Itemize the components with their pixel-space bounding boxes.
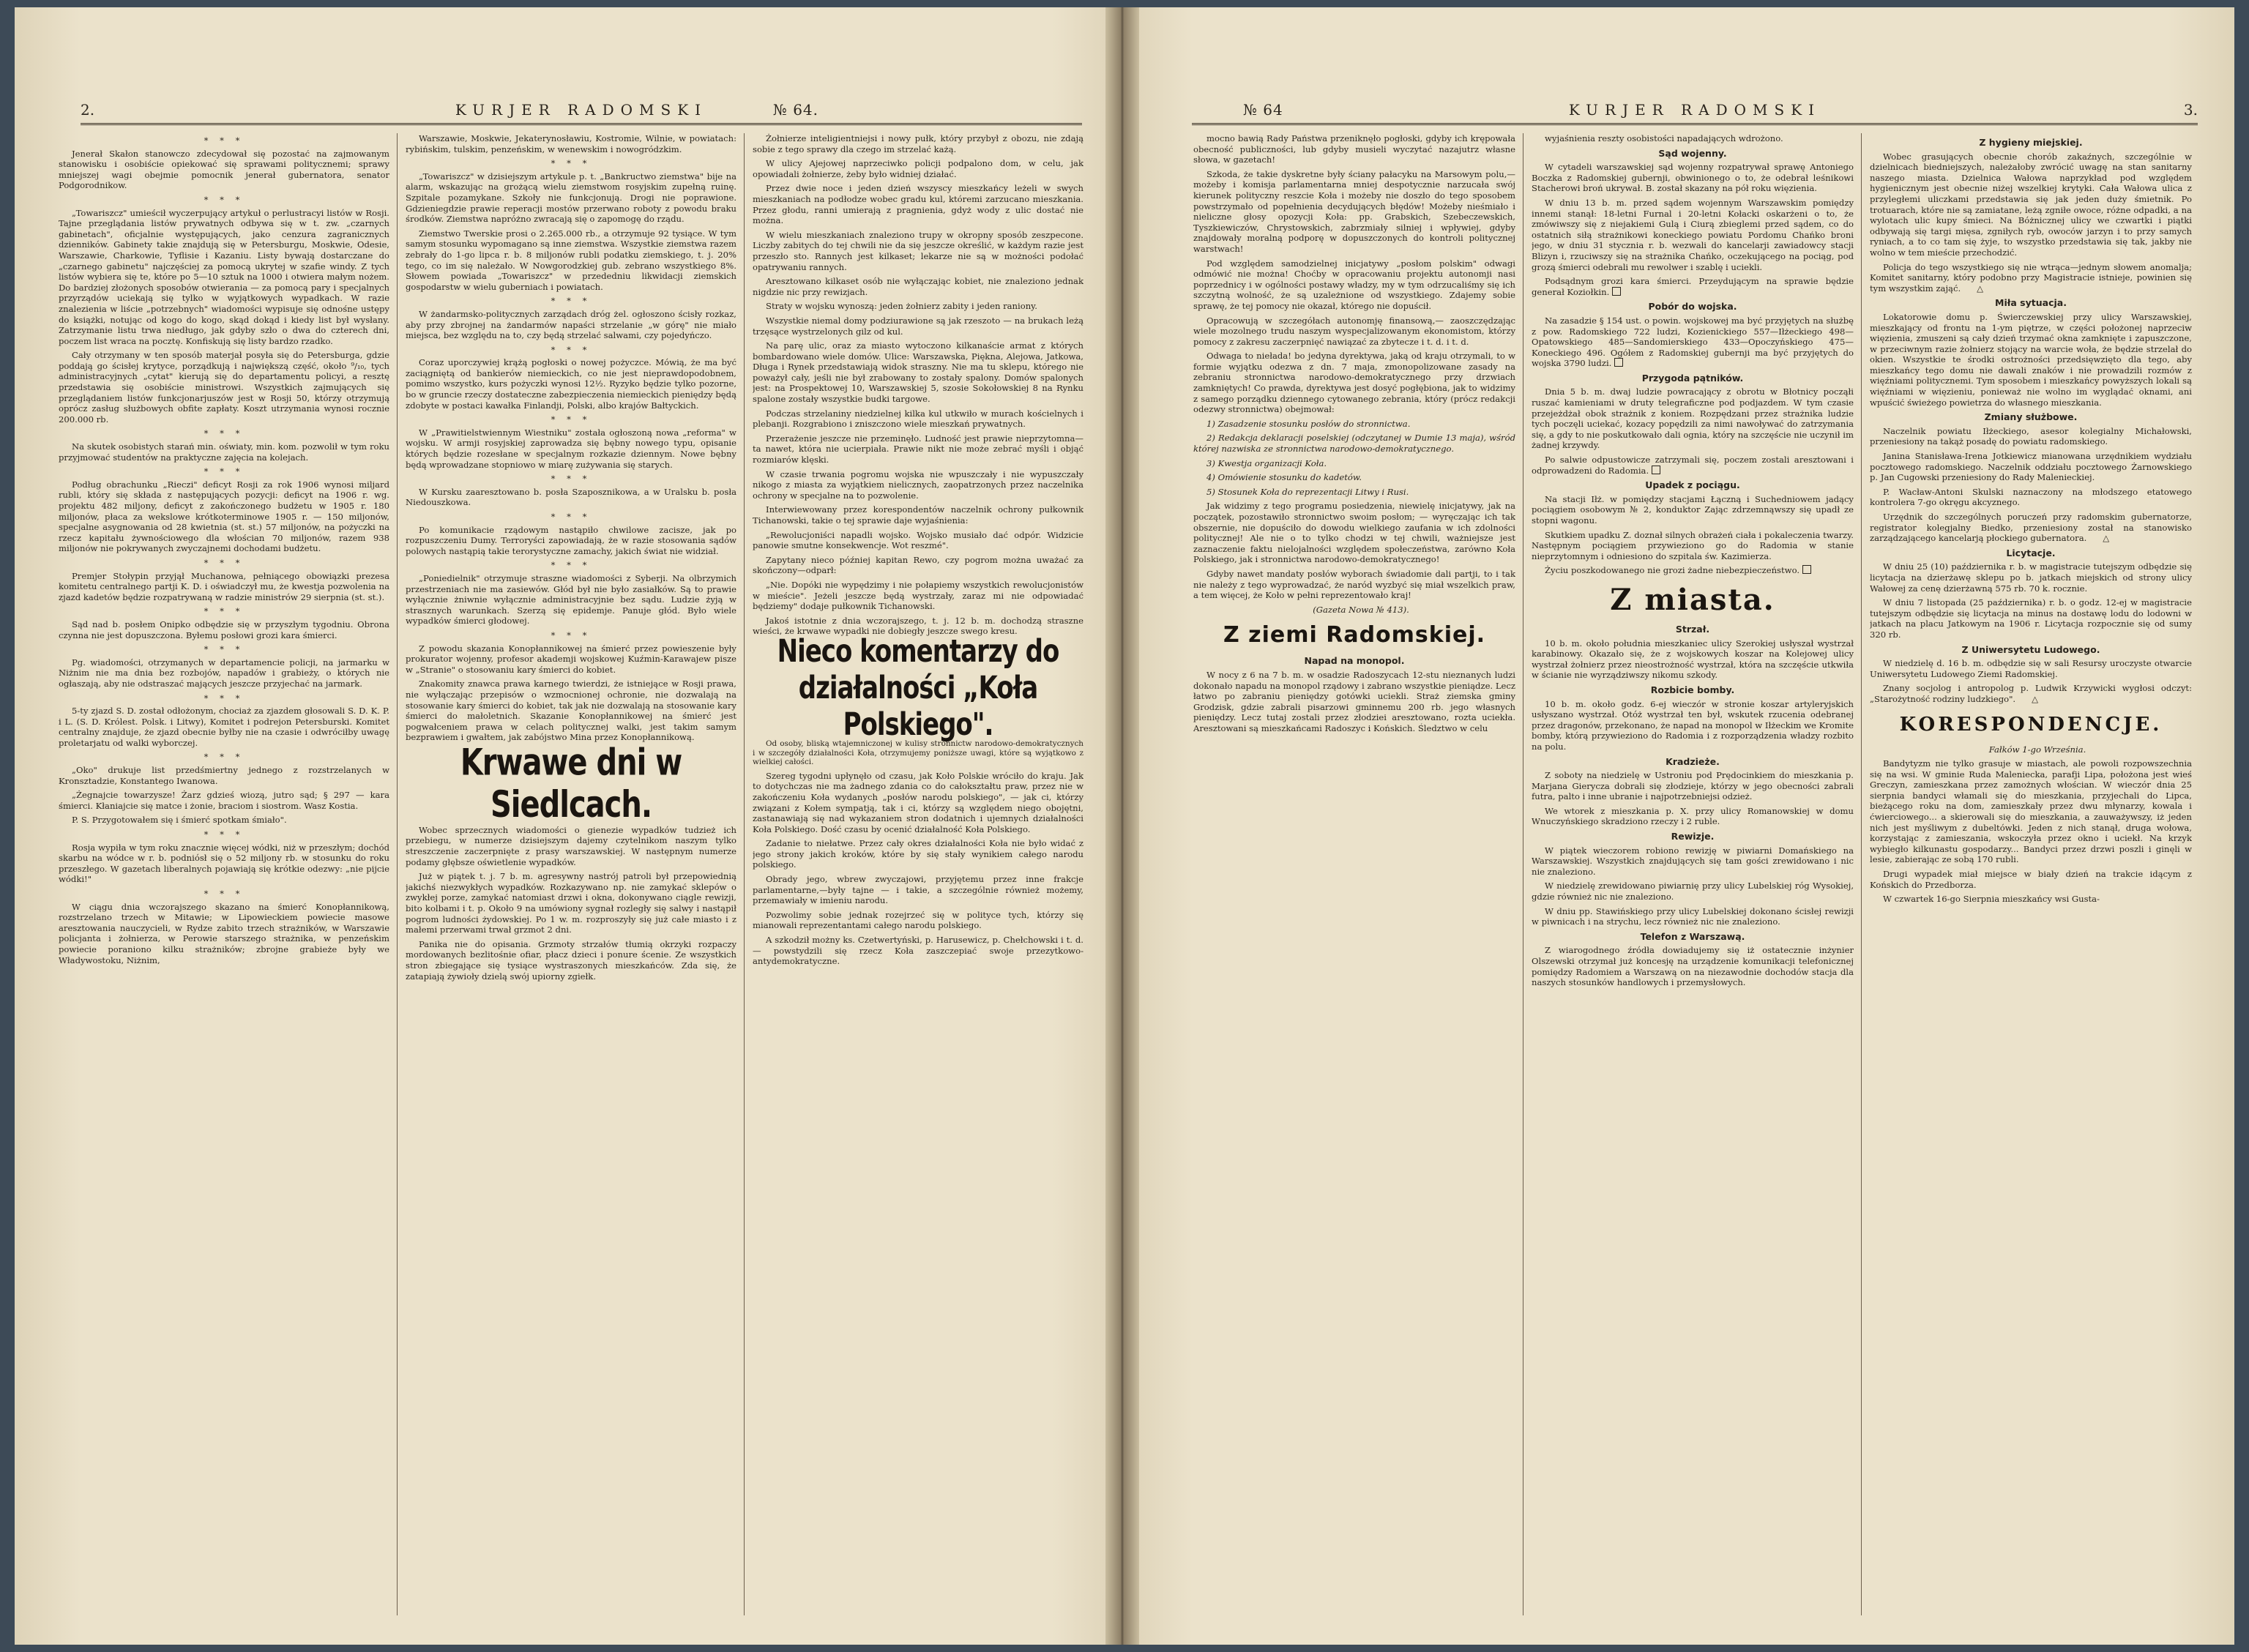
article-text: Życiu poszkodowanego nie grozi żadne niebezpieczeństwo.	[1545, 565, 1800, 576]
article-paragraph: Jak widzimy z tego programu posiedzenia, niewielę inicjatywy, jak na początek, pozostawiło stronnictwo swoim posłom; — wyręczając ich tak obszernie, nie dopuściło do dowodu wielkiego zaufania w ich zdolności politycznej! Ale nie o to tylko chodzi w tej chwili, ważniejsze jest zaznaczenie faktu nielojalności względem społeczeństwa, zarówno Koła Polskiego, jak i stronnictwa narodowo-demokratycznego!	[1193, 501, 1515, 565]
article-paragraph: Obrady jego, wbrew zwyczajowi, przyjętemu przez inne frakcje parlamentarne,—były tajne — i takie, a szczególnie również możemy, przemawiały w imieniu narodu.	[753, 874, 1084, 906]
right-column-1	[1193, 133, 1515, 1615]
article-paragraph: Gdyby nawet mandaty posłów wyborach świadomie dali partji, to i tak nie należy z tego wyprowadzać, że naród wyzbyć się miał wszelkich praw, a tem więcej, że Koło w pełni reprezentowało kraj!	[1193, 568, 1515, 601]
article-paragraph: 10 b. m. około południa mieszkaniec ulicy Szerokiej usłyszał wystrzał karabinowy. Okazało się, że z wojskowych koszar na Kolejowej ulicy wystrzał żołnierz przez nieostrożność wystrzał, która na szczęście utkwiła w ścianie nie wyrządziwszy nikomu szkody.	[1532, 638, 1854, 681]
article-list-item: 2) Redakcja deklaracji poselskiej (odczytanej w Dumie 13 maja), wśród której nazwiska ze stronnictwa narodowo-demokratycznego.	[1193, 433, 1515, 455]
triangle-mark-icon: △	[2103, 533, 2110, 544]
article-paragraph: „Nie. Dopóki nie wypędzimy i nie połapiemy wszystkich rewolucjonistów w mieście". Jeżeli jeszcze będą wystrzały, zaraz mi nie odpowiadać będziemy" dodaje pułkownik Tichanowski.	[753, 579, 1084, 612]
source-citation: (Gazeta Nowa № 413).	[1313, 604, 1409, 615]
article-paragraph: „Towariszcz" umieścił wyczerpujący artykuł o perlustracyi listów w Rosji. Tajne przeglądania listów prywatnych odbywa się w t. zw. „czarnych gabinetach", oficjalnie występujących, jako cenzura zagranicznych dzienników. Gabinety takie znajdują się w Petersburgu, Moskwie, Odesie, Warszawie, Charkowie, Tyflisie i Kazaniu. Listy bywają dostarczane do „czarnego gabinetu" najczęściej za pomocą ukrytej w szafie windy. Z tych listów wybiera się te, które po 5—10 sztuk na 1000 i otwiera małym nożem. Do bardziej złożonych sposobów otwierania — za pomocą pary i specjalnych przyrządów uciekają się tylko w wyjątkowych wypadkach. W razie znalezienia w liście „potrzebnych" wiadomości wypisuje się odnośne ustępy do książki, notując od kogo do kogo, skąd dokąd i kiedy list był wysłany. Zatrzymanie listu trwa niedługo, jak gdyby szło o dwa do czterech dni, poczem list wraca na pocztę. Konfiskują się listy bardzo rzadko.	[59, 207, 389, 346]
article-paragraph: „Towariszcz" w dzisiejszym artykule p. t. „Bankructwo ziemstwa" bije na alarm, wskazując na grożącą wielu ziemstwom rosyjskim zupełną ruinę. Szpitale pozamykane. Szkoły nie funkcjonują. Drogi nie poprawione. Gdzieniegdzie prawie reperacji mostów przerwano roboty z powodu braku środków. Ziemstwa napróżno zwracają się o zapomogę do rządu.	[406, 171, 736, 225]
subheading-licytacje: Licytacje.	[2006, 547, 2056, 558]
article-paragraph: W niedzielę zrewidowano piwiarnię przy ulicy Lubelskiej róg Wysokiej, gdzie również nic nie znaleziono.	[1532, 881, 1854, 902]
subheading-rozbicie: Rozbicie bomby.	[1650, 684, 1735, 695]
article-paragraph: Straty w wojsku wynoszą: jeden żołnierz zabity i jeden raniony.	[766, 301, 1037, 312]
triangle-mark-icon: △	[2032, 693, 2039, 704]
article-paragraph	[1870, 683, 2192, 704]
article-paragraph: Ziemstwo Twerskie prosi o 2.265.000 rb., a otrzymuje 92 tysiące. W tym samym stosunku wypomagano są inne ziemstwa. Wszystkie ziemstwa razem zebrały do 1-go lipca r. b. 8 miljonów rubli podatku ziemskiego, t. j. 20% tego, co im się należało. W Nowgorodzkiej gub. zebrano wszystkiego 8%. Słowem powiada „Towariszcz" w przededniu likwidacji ziemskich gospodarstw w wielu guberniach i powiatach.	[406, 228, 736, 292]
article-paragraph: Coraz uporczywiej krążą pogłoski o nowej pożyczce. Mówią, że ma być zaciągniętą od bankierów niemieckich, co nie jest nieprawdopodobnem, pomimo wszystko, kurs pożyczki wynosi 12½. Ryzyko będzie tylko pozorne, bo w gruncie rzeczy dostateczne zabezpieczenia niemieckich pieniędzy będą zdobyte w postaci kawałka Finlandji, Polski, albo krajów Bałtyckich.	[406, 357, 736, 411]
article-paragraph: P. S. Przygotowałem się i śmierć spotkam śmiało".	[72, 815, 287, 826]
article-paragraph: „Rewolucjoniści napadli wojsko. Wojsko musiało dać odpór. Widzicie panowie smutne konsekwencje. Wot reszmé".	[753, 529, 1084, 551]
end-mark-icon	[1652, 466, 1660, 474]
article-paragraph: Skutkiem upadku Z. doznał silnych obrażeń ciała i pokaleczenia twarzy. Następnym pociągiem przywieziono go do Radomia w stanie nieprzytomnym i odniesiono do szpitala św. Kazimierza.	[1532, 529, 1854, 561]
subheading-zmiany: Zmiany służbowe.	[1984, 411, 2078, 423]
article-paragraph: 5-ty zjazd S. D. został odłożonym, chociaż za zjazdem głosowali S. D. K. P. i L. (S. D. Królest. Polsk. i Litwy), Komitet i podrejon Petersburski. Komitet centralny znajduje, że zjazd obecnie byłby nie na czasie i odwróciłby uwagę proletarjatu od walki wyborczej.	[59, 706, 389, 748]
article-paragraph: W wielu mieszkaniach znaleziono trupy w okropny sposób zeszpecone. Liczby zabitych do tej chwili nie da się jeszcze określić, w każdym razie jest przeszło sto. Rannych jest kilkaset; lekarze nie są w możności podołać opatrywaniu rannych.	[753, 229, 1084, 272]
article-paragraph: W czasie trwania pogromu wojska nie wpuszczały i nie wypuszczały nikogo z miasta za wyjątkiem nielicznych, zaopatrzonych przez naczelnika ochrony w specjalne na to pozwolenie.	[753, 468, 1084, 501]
right-header-rule	[1192, 123, 2198, 125]
subheading-strzal: Strzał.	[1675, 623, 1710, 635]
section-separator: * * *	[551, 560, 592, 571]
article-paragraph: Z powodu skazania Konopłannikowej na śmierć przez powieszenie były prokurator wojenny, profesor akademji wojskowej Kuźmin-Karawajew pisze w „Stranie" o stosowaniu kary śmierci do kobiet.	[406, 643, 736, 675]
article-paragraph: Naczelnik powiatu Iłżeckiego, asesor kolegialny Michałowski, przeniesiony na takąż posadę do powiatu radomskiego.	[1870, 425, 2192, 447]
article-text: Podsądnym grozi kara śmierci. Przeydującym na sprawie będzie generał Koziołkin.	[1532, 276, 1854, 297]
section-separator: * * *	[204, 428, 245, 439]
left-header-rule	[81, 123, 1082, 125]
article-paragraph: Przerażenie jeszcze nie przeminęło. Ludność jest prawie nieprzytomna—ta nawet, która nie ucierpiała. Prawie nikt nie może zebrać myśli i objąć rozmiarów klęski.	[753, 433, 1084, 466]
section-separator: * * *	[551, 296, 592, 307]
article-paragraph: Żołnierze inteligientniejsi i nowy pułk, który przybył z obozu, nie zdają sobie z tego sprawy dla czego im strzelać każą.	[753, 133, 1084, 154]
subheading-kradzieze: Kradzieże.	[1666, 755, 1720, 767]
newspaper-spread	[15, 7, 2234, 1645]
triangle-mark-icon: △	[1977, 283, 1984, 294]
article-paragraph: Na parę ulic, oraz za miasto wytoczono kilkanaście armat z których bombardowano wiele domów. Ulice: Warszawska, Piękna, Alejowa, Jatkowa, Długa i Rynek przedstawiają widok straszny. Nie ma tu sklepu, którego nie poważył cały, jeśli nie był zrabowany to zostały spalony. Domów spalonych jest: na Prospektowej 10, Warszawskiej 5, szosie Sokołowskiej 8 na Rynku spalone zostały wszystkie budki targowe.	[753, 340, 1084, 405]
article-paragraph: 10 b. m. około godz. 6-ej wieczór w stronie koszar artyleryjskich usłyszano wystrzał. Otóż wystrzał ten był, wskutek rzucenia odebranej przez dragonów, przekonano, że napad na monopol w Iłżeckim we Kromite bomby, którą przywieziono do Radomia i z rozporządzenia władzy rozbito na polu.	[1532, 698, 1854, 752]
article-paragraph: W nocy z 6 na 7 b. m. w osadzie Radoszycach 12-stu nieznanych ludzi dokonało napadu na monopol rządowy i zabrano wszystkie pieniądze. Lecz łatwo po zabraniu pieniędzy gotówki uciekli. Straż ziemska gminy Grodzisk, gdzie zabrali pisarzowi gminnemu 200 rb. jego własnych pieniędzy. Lecz tutaj zostali przez złodziei aresztowano, rozta uciekła. Aresztowani są mieszkańcami Radoszyc i Końskich. Śledztwo w celu	[1193, 669, 1515, 733]
article-paragraph: Cały otrzymany w ten sposób materjał posyła się do Petersburga, gdzie poddają go ścisłej krytyce, porządkują i największą część, około ⁹/₁₀, tych administracyjnych „cytat" kierują się do departamentu policyi, a resztę przedstawia się osobiście ministrowi. Wszystkich zajmujących się przeglądaniem listów funkcjonarjuszów jest w Rosji 50, którzy otrzymują oprócz zasług służbowych obfite zapłaty. Koszt utrzymania wynosi rocznie 200.000 rb.	[59, 350, 389, 425]
right-column-2	[1532, 133, 1854, 1615]
headline-z-miasta: Z miasta.	[1610, 582, 1775, 617]
article-paragraph: W ciągu dnia wczorajszego skazano na śmierć Konopłannikową, rozstrzelano trzech w Mitawie; w Lipowieckiem powiecie masowe aresztowania nauczycieli, w Rydze zabito trzech strażników, w Warszawie policjanta i żołnierza, w Perowie starszego strażnika, w penzeńskim powiecie poraniono kilku strażników; zbrojne grabieże były we Władywostoku, Niżnim,	[59, 901, 389, 965]
left-newspaper-title: KURJER RADOMSKI	[455, 101, 708, 119]
section-separator: * * *	[204, 557, 245, 568]
article-paragraph: Pozwolimy sobie jednak rozejrzeć się w polityce tych, którzy się mianowali reprezentantami całego narodu polskiego.	[753, 909, 1084, 931]
article-paragraph: Odwaga to niełada! bo jedyna dyrektywa, jaką od kraju otrzymali, to w formie wyjątku odezwa z dn. 7 maja, zmonopolizowane zasady na zebraniu stronnictwa narodowo-demokratycznego przy drzwiach zamkniętych! Co prawda, dyrektywa jest dosyć pogłębiona, jak to widzimy z samego porządku dziennego cytowanego zebrania, który (prócz redakcji odezwy stronnictwa) obejmował:	[1193, 351, 1515, 415]
article-text: Znany socjolog i antropolog p. Ludwik Krzywicki wygłosi odczyt: „Starożytność rodziny ludzkiego".	[1870, 683, 2192, 704]
subheading-napad: Napad na monopol.	[1304, 655, 1405, 667]
subheading-uniwersytet: Z Uniwersytetu Ludowego.	[1961, 643, 2100, 655]
article-paragraph: Zadanie to niełatwe. Przez cały okres działalności Koła nie było widać z jego strony jakich kroków, które by się stały wynikiem całego narodu polskiego.	[753, 838, 1084, 870]
left-column-1	[59, 133, 389, 1615]
headline-nieco-komentarzy: Nieco komentarzy do działalności „Koła Polskiego".	[777, 632, 1059, 743]
article-paragraph: A szkodził możny ks. Czetwertyński, p. Harusewicz, p. Chełchowski i t. d. — powstydzili się rzecz Koła zaszczepiać swoje przezytkowo-antydemokratyczne.	[753, 935, 1084, 967]
article-paragraph: Z wiarogodnego źródła dowiadujemy się iż ostatecznie inżynier Olszewski otrzymał już koncesję na urządzenie komunikacji telefonicznej pomiędzy Radomiem a Warszawą on na niezawodnie dochodów stacja dla naszych stosunków handlowych i przemysłowych.	[1532, 945, 1854, 988]
article-text: Po salwie odpustowicze zatrzymali się, poczem zostali aresztowani i odprowadzeni do Radomia.	[1532, 455, 1854, 476]
article-paragraph: Premjer Stołypin przyjął Muchanowa, pełniącego obowiązki prezesa komitetu centralnego partji K. D. i oświadczył mu, że kwestja pozwolenia na zjazd kadetów będzie rozpatrywaną w radzie ministrów 29 sierpnia (st. st.).	[59, 570, 389, 602]
article-paragraph: Interwiewowany przez korespondentów naczelnik ochrony pułkownik Tichanowski, takie o tej sprawie daje wyjaśnienia:	[753, 504, 1084, 526]
article-text: Policja do tego wszystkiego się nie wtrąca—jednym słowem anomalja; Komitet sanitarny, który podobno przy Magistracie istnieje, powinien się tym wszystkim zająć.	[1870, 261, 2192, 294]
book-gutter	[1105, 7, 1139, 1645]
article-paragraph: Aresztowano kilkaset osób nie wyłączając kobiet, nie znaleziono jednak nigdzie nic przy rewizjach.	[753, 276, 1084, 297]
article-paragraph: Sąd nad b. posłem Onipko odbędzie się w przyszłym tygodniu. Obrona czynna nie jest dopuszczona. Byłemu posłowi grozi kara śmierci.	[59, 618, 389, 640]
article-paragraph	[1870, 512, 2192, 544]
end-mark-icon	[1614, 358, 1623, 367]
left-column-2	[406, 133, 736, 1615]
subheading-przygoda: Przygoda pątników.	[1641, 372, 1744, 384]
left-page-number: 2.	[81, 101, 95, 119]
end-mark-icon	[1612, 287, 1621, 296]
section-separator: * * *	[204, 194, 245, 205]
article-paragraph: wyjaśnienia reszty osobistości napadających wdrożono.	[1545, 133, 1783, 143]
article-paragraph: W piątek wieczorem robiono rewizję w piwiarni Domańskiego na Warszawskiej. Wszystkich znajdujących się tam gości zrewidowano i nic nie znaleziono.	[1532, 845, 1854, 877]
article-paragraph: Pg. wiadomości, otrzymanych w departamencie policji, na jarmarku w Niżnim nie ma dnia bez rozbojów, napadów i grabieży, o których nie ogłaszają, aby nie odstraszać mających jeszcze przyjechać na jarmark.	[59, 657, 389, 689]
right-issue-number: № 64	[1243, 101, 1283, 119]
headline-krwawe-dni: Krwawe dni w Siedlcach.	[460, 741, 682, 826]
right-page	[1126, 7, 2234, 1645]
article-paragraph: Jenerał Skałon stanowczo zdecydował się pozostać na zajmowanym stanowisku i osobiście opiekować się sprawami politycznemi; sprawy mniejszej wagi obejmie pomocnik jenerał gubernatora, senator Podgorodnikow.	[59, 148, 389, 191]
editorial-note: Od osoby, bliską wtajemniczonej w kulisy stronnictw narodowo-demokratycznych i w szczegóły działalności Koła, otrzymujemy poniższe uwagi, które są wyjątkowo z wielkiej całości.	[753, 739, 1084, 767]
subheading-mila-sytuacja: Miła sytuacja.	[1995, 297, 2067, 309]
article-paragraph: P. Wacław-Antoni Skulski naznaczony na młodszego etatowego kontrolera 7-go okręgu akcyznego.	[1870, 486, 2192, 508]
section-separator: * * *	[551, 474, 592, 485]
article-paragraph: W dniu 13 b. m. przed sądem wojennym Warszawskim pomiędzy innemi stanął: 18-letni Furnal i 20-letni Kołacki oskarżeni o to, że zmówiwszy się z niejakiemi Gulą i Ciurą zbieglemi przed sądem, co do ostatnich siłą strażnikowi koneckiego powiatu Pordomu Chańko broni jego, w dniu 31 stycznia r. b. wezwali do kancelarji zawiadowcy stacji Blizyn i, rzuciwszy się na strażnika Chańko, oczekującego na pociąg, pod grozą śmierci odebrali mu rewolwer i szablę i uciekli.	[1532, 197, 1854, 272]
article-paragraph: W niedzielę d. 16 b. m. odbędzie się w sali Resursy uroczyste otwarcie Uniwersytetu Ludowego Ziemi Radomskiej.	[1870, 658, 2192, 679]
article-paragraph: W Kursku zaaresztowano b. posła Szaposznikowa, a w Uralsku b. posła Niedouszkowa.	[406, 486, 736, 508]
article-paragraph: Opracowują w szczegółach autonomję finansową,— zaoszczędzając wiele mozolnego trudu naszym wyspecjalizowanym ekonomistom, którzy pomocy z zakresu zaczerpnięć nawiązać za zbytecze i t. d. i t. d.	[1193, 315, 1515, 347]
article-paragraph: Szereg tygodni upłynęło od czasu, jak Koło Polskie wróciło do kraju. Jak to dotychczas nie ma żadnego zdania co do całokształtu praw, przez nie w zakończeniu Koła wydanych „posłów narodu polskiego", — jak ci, którzy związani z Kołem sympatją, tak i ci, którzy są względem niego obojętni, zastanawiają się nad wykazaniem stron dodatnich i ujemnych działalności Koła Polskiego. Dość czasu by ocenić działalność Koła Polskiego.	[753, 770, 1084, 834]
left-page	[15, 7, 1119, 1645]
left-page-header	[81, 101, 1082, 122]
article-paragraph: Drugi wypadek miał miejsce w biały dzień na trakcie idącym z Końskich do Przedborza.	[1870, 869, 2192, 890]
subheading-upadek: Upadek z pociągu.	[1645, 479, 1740, 491]
article-paragraph: Podczas strzelaniny niedzielnej kilka kul utkwiło w murach kościelnych i plebanji. Rozgrabiono i zniszczono wiele mieszkań prywatnych.	[753, 408, 1084, 430]
article-paragraph: W dniu 25 (10) października r. b. w magistracie tutejszym odbędzie się licytacja na dzierżawę sklepu po b. jatkach miejskich od strony ulicy Wałowej za cenę dzierżawną 575 rb. 70 k. rocznie.	[1870, 561, 2192, 594]
article-paragraph: Wobec grasujących obecnie chorób zakaźnych, szczególnie w dzielnicach biedniejszych, należałoby zwrócić uwagę na stan sanitarny naszego miasta. Dzielnica Wałowa naprzykład pod względem hygienicznym jest obecnie niżej wszelkiej krytyki. Cała Wałowa ulica z przyległemi uliczkami przedstawia się jak jeden duży śmietnik. Po trotuarach, które nie są zamiatane, leżą zgniłe owoce, różne odpadki, a na wylotach ulic kupy śmieci. Na Bóżnicznej ulicy we czwartki i piątki odbywają się targi mięsa, zgniłych ryb, owoców jarzyn i to przy samych ryniach, a to co tam się żyje, to wszystko przedstawia się tak, jakby nie wolno w tem mieście przechodzić.	[1870, 151, 2192, 258]
right-page-header	[1192, 101, 2198, 122]
section-separator: * * *	[204, 829, 245, 840]
article-list-item: 5) Stosunek Koła do reprezentacji Litwy i Rusi.	[1206, 486, 1409, 497]
article-paragraph	[1532, 565, 1854, 576]
section-separator: * * *	[204, 692, 245, 703]
article-paragraph: „Żegnajcie towarzysze! Żarz gdzieś wiozą, jutro sąd; § 297 — kara śmierci. Kłaniajcie się matce i żonie, braciom i siostrom. Wasz Kostia.	[59, 790, 389, 811]
article-paragraph: Znakomity znawca prawa karnego twierdzi, że istniejące w Rosji prawa, nie wyłączając przepisów o wzmocnionej ochronie, nie dozwalają na stosowanie kary śmierci do kobiet, tak jak nie dozwalają na stosowanie kary śmierci do małoletnich. Skazanie Konopłannikowej na śmierć jest pogwałceniem prawa w celach politycznej walki, jest takim samym bezprawiem i gwałtem, jak zabójstwo Mina przez Konopłannikową.	[406, 679, 736, 743]
section-separator: * * *	[204, 644, 245, 655]
article-paragraph: Pod względem samodzielnej inicjatywy „posłom polskim" odwagi odmówić nie można! Choćby w opracowaniu projektu autonomji nasi poprzednicy i w ogólności postawy władzy, my w tym odrzucaliśmy się ich szczytną wolność, że są uzależnione od wszystkiego. Zdajemy sobie sprawę, że tej pomocy nie okazał, którego nie dopuścił.	[1193, 258, 1515, 311]
article-list-item: 1) Zasadzenie stosunku posłów do stronnictwa.	[1206, 418, 1411, 429]
column-rule	[1861, 133, 1862, 1615]
section-separator: * * *	[551, 414, 592, 425]
article-paragraph: Rosja wypiła w tym roku znacznie więcej wódki, niż w przeszłym; dochód skarbu na wódce w r. b. podniósł się o 52 miljony rb. w stosunku do roku przeszłego. W gazetach liberalnych pojawiają się krótkie odezwy: „nie pijcie wódki!"	[59, 842, 389, 885]
article-paragraph: W żandarmsko-politycznych zarządach dróg żel. ogłoszono ścisły rozkaz, aby przy zbrojnej na żandarmów napaści strzelanie „w górę" nie miało miejsca, bez względu na to, czy będą strzelać salwami, czy pojedyńczo.	[406, 308, 736, 341]
article-paragraph: Jakoś istotnie z dnia wczorajszego, t. j. 12 b. m. dochodzą straszne wieści, że krwawe wypadki nie dobiegły jeszcze swego kresu.	[753, 615, 1084, 637]
article-paragraph: Wszystkie niemal domy podziurawione są jak rzeszoto — na brukach leżą trzęsące wystrzelonych gilz od kul.	[753, 315, 1084, 337]
article-paragraph: W cytadeli warszawskiej sąd wojenny rozpatrywał sprawę Antoniego Boczka z Radomskiej gubernji, obwinionego o to, że odebrał leśnikowi Stacherowi broń ukrywał. B. został skazany na pół roku więzienia.	[1532, 162, 1854, 194]
article-paragraph	[1870, 262, 2192, 294]
article-text: Na zasadzie § 154 ust. o powin. wojskowej ma być przyjętych na służbę z pow. Radomskiego 722 ludzi, Kozienickiego 557—Iłżeckiego 498—Opatowskiego 485—Sandomierskiego 433—Opoczyńskiego 475—Koneckiego 496. Ogółem z Radomskiej gubernji ma być przyjętych do wojska 3790 ludzi.	[1532, 315, 1854, 369]
article-paragraph: mocno bawią Rady Państwa przeniknęło pogłoski, gdyby ich krępowała obecność publiczności, lub gdyby musieli wyczytać nazajutrz własne słowa, w gazetach!	[1193, 133, 1515, 165]
right-column-3	[1870, 133, 2192, 1615]
article-paragraph: Zapytany nieco później kapitan Rewo, czy pogrom można uważać za skończony—odparł:	[753, 554, 1084, 576]
left-column-3	[753, 133, 1084, 1615]
article-paragraph: W ulicy Ajejowej naprzeciwko policji podpalono dom, w celu, jak opowiadali żołnierze, żeby było widniej działać.	[753, 158, 1084, 179]
article-paragraph: Po komunikacie rządowym nastąpiło chwilowe zacisze, jak po rozpuszczeniu Dumy. Terroryści zapowiadają, że w razie stosowania sądów polowych nastąpią takie terorystyczne zamachy, jakich świat nie widział.	[406, 524, 736, 556]
column-rule	[744, 133, 745, 1615]
article-paragraph: „Oko" drukuje list przedśmiertny jednego z rozstrzelanych w Kronsztadzie, Konstantego Iwanowa.	[59, 765, 389, 786]
article-paragraph: Janina Stanisława-Irena Jotkiewicz mianowana urzędnikiem wydziału pocztowego radomskiego. Naczelnik oddziału pocztowego Żarnowskiego p. Jan Cugowski przeniesiony do Rady Malenieckiej.	[1870, 451, 2192, 483]
article-paragraph	[1532, 315, 1854, 369]
article-paragraph: We wtorek z mieszkania p. X. przy ulicy Romanowskiej w domu Wnuczyńskiego skradziono rzeczy i 2 ruble.	[1532, 805, 1854, 827]
headline-z-ziemi-radomskiej: Z ziemi Radomskiej.	[1223, 622, 1486, 649]
subheading-sad-wojenny: Sąd wojenny.	[1658, 147, 1727, 159]
section-separator: * * *	[551, 158, 592, 169]
article-paragraph: Na skutek osobistych starań min. oświaty, min. kom. pozwolił w tym roku przyjmować studentów na praktyczne zajęcia na kolejach.	[59, 441, 389, 463]
subheading-hygiena: Z hygieny miejskiej.	[1979, 137, 2083, 148]
right-newspaper-title: KURJER RADOMSKI	[1568, 101, 1821, 119]
article-paragraph: Warszawie, Moskwie, Jekaterynosławiu, Kostromie, Wilnie, w powiatach: rybińskim, tulskim, penzeńskim, w wenewskim i nowogródzkim.	[406, 133, 736, 154]
article-list-item: 4) Omówienie stosunku do kadetów.	[1206, 472, 1362, 483]
section-separator: * * *	[551, 512, 592, 522]
subheading-pobor: Pobór do wojska.	[1648, 301, 1737, 313]
section-separator: * * *	[204, 466, 245, 477]
column-rule	[397, 133, 398, 1615]
article-paragraph: Panika nie do opisania. Grzmoty strzałów tłumią okrzyki rozpaczy mordowanych bezlitośnie ofiar, płacz dzieci i ponure ścenie. Ze wszystkich stron zbiegające się tysiące wystraszonych mieszkańców. Zda się, że zatapiają żywioły dzielą swój upiorny zgiełk.	[406, 938, 736, 982]
article-paragraph: Szkoda, że takie dyskretne były ściany pałacyku na Marsowym polu,— możeby i komisja parlamentarna mniej despotycznie narzucała swój kierunek polityczny reszcie Koła i możeby nie doszło do tego sposobem powstrzymało od popełnienia decydujących błędów! Możeby nieśmiało i nieliczne głosy opozycji Koła: pp. Grabskich, Szebeczewskich, Tyszkiewiczów, Chrystowskich, zabrzmiały silniej i wpływiej, gdyby znajdowały moralną podporę w dopuszczonych do kontroli politycznej warstwach!	[1193, 168, 1515, 254]
section-separator: * * *	[551, 629, 592, 640]
article-text: Urzędnik do szczególnych poruczeń przy radomskim gubernatorze, registrator kolegjalny Biedko, przeniesiony został na stanowisko zarządzającego kancelarją płockiego gubernatora.	[1870, 512, 2192, 544]
article-paragraph: Bandytyzm nie tylko grasuje w miastach, ale powoli rozpowszechnia się na wsi. W gminie Ruda Maleniecka, parafji Lipa, położona jest wieś Greczyn, zamieszkana przez zamożnych włościan. W wieczór dnia 25 sierpnia bandyci włamali się do mieszkania, przyjechali do Lipca, bieżącego roku na dom, zamieszkały przez dwu młynarzy, kowala i ćwierciowego... a skierowali się do mieszkania, a zauważywszy, iż jeden nich jest myśliwym z dubeltówki. Jeden z nich stanął, druga wołowa, korzystając z zamieszania, wskoczyła przez okno i uciekł. Na krzyk wybiegło kilkunastu gospodarzy... Bandyci przez drzwi poszli i ginęli w lesie, zabierając ze sobą 170 rubli.	[1870, 758, 2192, 865]
article-paragraph: Z soboty na niedzielę w Ustroniu pod Prędocinkiem do mieszkania p. Marjana Gierycza dobrali się złodzieje, którzy w jego obecności zabrali futra, palto i inne ubranie i najpotrzebniejsi odzież.	[1532, 770, 1854, 802]
article-paragraph: Podług obrachunku „Rieczi" deficyt Rosji za rok 1906 wynosi miljard rubli, który się składa z następujących pozycji: deficyt na 1906 r. wg. projektu 482 miljony, deficyt z zakończonego budżetu w 1905 r. 180 miljonów, płaca za wekslowe krótkoterminowe 1905 r. — 150 miljonów, specjalne asygnowania od 28 kwietnia (st. st.) 57 miljonów, na pożyczki na rzecz kapitału żywnościowego dla włościan 70 miljonów, razem 938 miljonów nie pokrywanych zwyczajnemi dochodami budżetu.	[59, 479, 389, 554]
article-paragraph: Przez dwie noce i jeden dzień wszyscy mieszkańcy leżeli w swych mieszkaniach na podłodze wobec gradu kul, któremi zarzucano mieszkania. Przez głodu, ranni umierają z pragnienia, gdyż wody z ulic dostać nie można.	[753, 183, 1084, 226]
section-separator: * * *	[204, 135, 245, 146]
section-separator: * * *	[204, 752, 245, 763]
article-paragraph: Wobec sprzecznych wiadomości o gienezie wypadków tudzież ich przebiegu, w numerze dzisiejszym dajemy czytelnikom naszym tylko streszczenie zaczerpnięte z prasy warszawskiej. W następnym numerze podamy głębsze oświetlenie wypadków.	[406, 824, 736, 867]
article-paragraph: „Poniedielnik" otrzymuje straszne wiadomości z Syberji. Na olbrzymich przestrzeniach nie ma zasiewów. Głód był nie było zasiałków. Są to prawie wyłącznie żniwnie wyłącznie administracyjnie bez sądu. Ludzie żyją w strasznych warunkach. Szerzą się epidemje. Panuje głód. Było wiele wypadków śmierci głodowej.	[406, 572, 736, 627]
article-paragraph: W dniu pp. Stawińskiego przy ulicy Lubelskiej dokonano ścisłej rewizji w piwnicach i na strychu, lecz również nic nie znaleziono.	[1532, 905, 1854, 927]
dateline: Fałków 1-go Września.	[1988, 744, 2086, 755]
article-paragraph: Lokatorowie domu p. Świerczewskiej przy ulicy Warszawskiej, mieszkający od frontu na 1-ym piętrze, w części położonej naprzeciw więzienia, zmuszeni są cały dzień trzymać okna zamknięte i zapuszczone, w przeciwnym razie żołnierz stojący na warcie woła, że będzie strzelał do okien. Wszystkie te środki ostrożności przedsięwzięto dla tego, aby mieszkańcy tego domu nie dawali znaków i nie prowadzili rozmów z więźniami politycznemi. Tym sposobem i mieszkańcy powyższych lokali są więźniami w więzieniu, ponieważ nie wolno im wyglądać oknami, ani wpuścić świeżego powietrza do własnego mieszkania.	[1870, 311, 2192, 408]
end-mark-icon	[1802, 565, 1811, 574]
subheading-telefon: Telefon z Warszawą.	[1640, 930, 1745, 942]
article-paragraph: Już w piątek t. j. 7 b. m. agresywny nastrój patroli był przepowiednią jakichś niezwykłych wypadków. Rozkazywano np. nie zamykać sklepów o zwykłej porze, zamykać natomiast drzwi i okna, dokonywano ciągle rewizji, bito kolbami i t. p. Około 9 na umówiony sygnał rozległy się salwy i nastąpił pogrom ludności żydowskiej. Po 1 w. m. rozproszyły się już całe miasto i z małemi przerwami trwał grzmot 2 dni.	[406, 871, 736, 935]
right-page-number: 3.	[2183, 101, 2198, 119]
section-separator: * * *	[204, 889, 245, 899]
article-list-item: 3) Kwestja organizacji Koła.	[1206, 457, 1327, 468]
article-paragraph	[1532, 455, 1854, 476]
article-paragraph: W dniu 7 listopada (25 października) r. b. o godz. 12-ej w magistracie tutejszym odbędzie się licytacja na minus na dostawę lodu do lodowni w jatkach na placu Jatkowym na 1906 r. Licytacja rozpocznie się od sumy 320 rb.	[1870, 597, 2192, 640]
article-paragraph: Na stacji Iłż. w pomiędzy stacjami Łączną i Suchedniowem jadący pociągiem osobowym № 2, konduktor Zając zdrzemnąwszy się upadł ze stopni wagonu.	[1532, 493, 1854, 526]
left-issue-number: № 64.	[772, 101, 818, 119]
article-paragraph: W „Prawitielstwiennym Wiestniku" została ogłoszoną nowa „reforma" w wojsku. W armji rosyjskiej zaprowadza się bębny nowego typu, opisanie których będzie rozesłane w specjalnym rozkazie dziennym. Nowe bębny będą wprowadzane stopniowo w miarę zużywania się starych.	[406, 427, 736, 470]
subheading-rewizje: Rewizje.	[1671, 831, 1715, 842]
article-paragraph: W czwartek 16-go Sierpnia mieszkańcy wsi Gusta-	[1883, 894, 2100, 905]
section-separator: * * *	[204, 606, 245, 617]
headline-korespondencje: KORESPONDENCJE.	[1899, 713, 2163, 736]
article-paragraph: Dnia 5 b. m. dwaj ludzie powracający z obrotu w Błotnicy począłi ruszać kamieniami w druty telegraficzne pod podjazdem. W tym czasie przejeżdżał obok strażnik z koniem. Rozpędzani przez strażnika ludzie tych poczęli uciekać, kozacy popędzili za nimi nawoływać do zatrzymania się, a gdy to nie poskutkowało dali ognia, który na szczęście nie uczynił im żadnej krzywdy.	[1532, 386, 1854, 451]
section-separator: * * *	[551, 344, 592, 355]
article-paragraph	[1532, 276, 1854, 297]
